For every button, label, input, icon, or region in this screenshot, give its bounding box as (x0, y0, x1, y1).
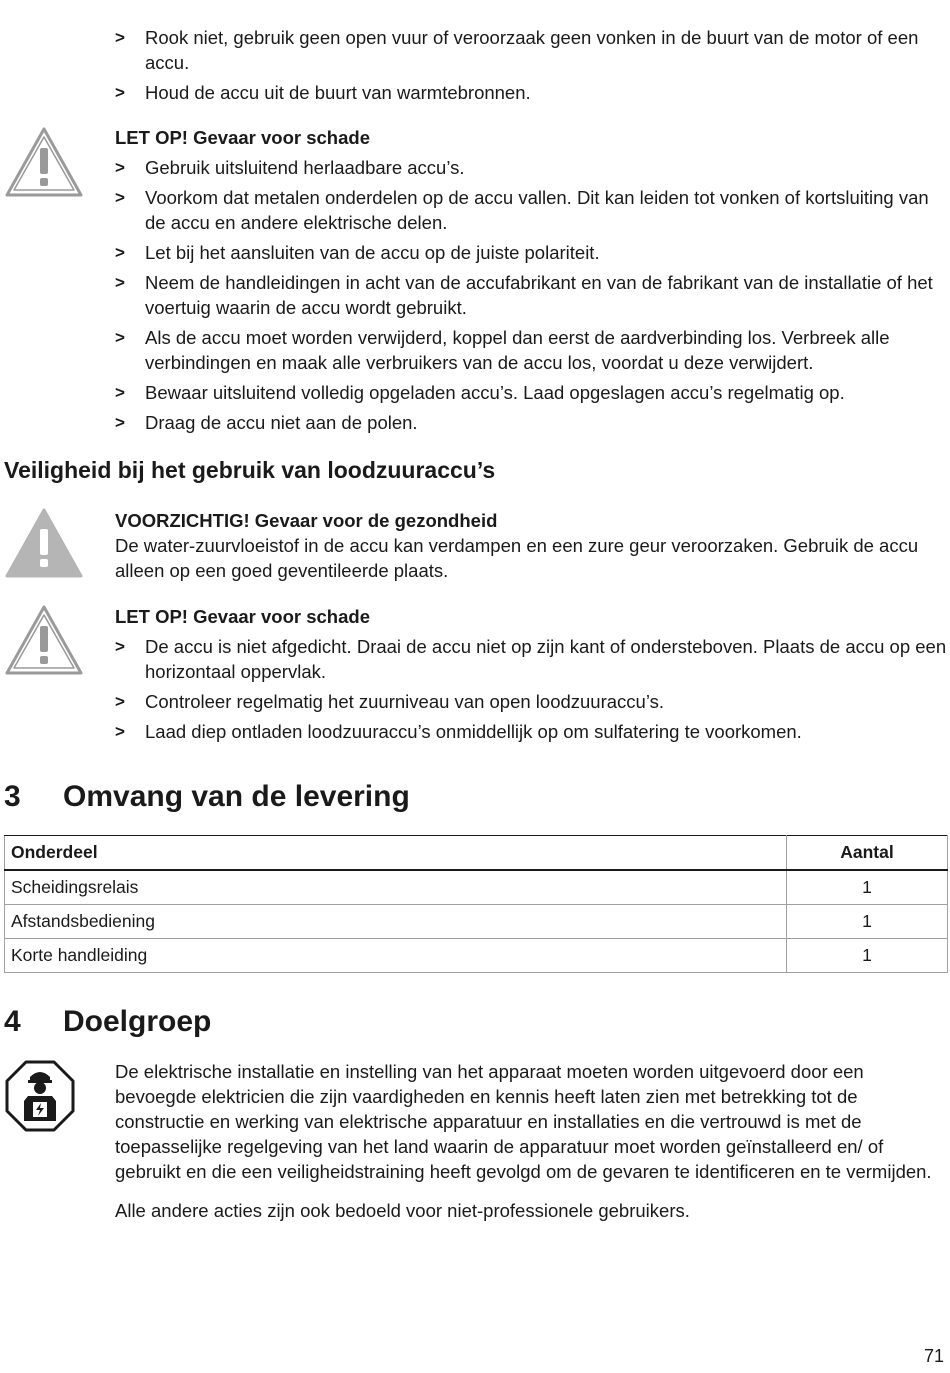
table-cell: Scheidingsrelais (5, 870, 787, 905)
table-cell: Afstandsbediening (5, 905, 787, 939)
notice-text: De water-zuurvloeistof in de accu kan verdampen en een zure geur veroorzaken. Gebruik de accu alleen op een goed geventileerde plaats. (115, 535, 919, 581)
column-header: Onderdeel (5, 836, 787, 871)
chapter-heading (4, 780, 410, 814)
chapter-number: 3 (4, 780, 21, 813)
chapter-number: 4 (4, 1005, 21, 1038)
warning-triangle-outline-icon (4, 604, 84, 681)
table-cell: Korte handleiding (5, 939, 787, 973)
intro-bullets (115, 25, 947, 110)
list-item: > Als de accu moet worden verwijderd, koppel dan eerst de aardverbinding los. Verbreek alle verbindingen en maak alle verbruikers van de accu los, voordat u deze verwijdert. (115, 325, 947, 375)
notice-caution (115, 508, 947, 583)
page-number: 71 (923, 1346, 944, 1366)
section-heading: Veiligheid bij het gebruik van loodzuuraccu’s (4, 457, 496, 483)
table-cell: 1 (787, 939, 948, 973)
chapter-heading (4, 1005, 211, 1039)
list-item: > De accu is niet afgedicht. Draai de accu niet op zijn kant of ondersteboven. Plaats de accu op een horizontaal oppervlak. (115, 634, 947, 684)
list-item: > Draag de accu niet aan de polen. (115, 410, 947, 435)
warning-triangle-filled-icon (4, 507, 84, 584)
paragraph: Alle andere acties zijn ook bedoeld voor niet-professionele gebruikers. (115, 1200, 690, 1221)
list-item: > Bewaar uitsluitend volledig opgeladen accu’s. Laad opgeslagen accu’s regelmatig op. (115, 380, 947, 405)
delivery-table (4, 835, 948, 973)
table-cell: 1 (787, 870, 948, 905)
list-item: > Neem de handleidingen in acht van de accufabrikant en van de fabrikant van de installatie of het voertuig waarin de accu wordt gebruikt. (115, 270, 947, 320)
chapter-title: Doelgroep (63, 1005, 212, 1038)
notice-title: LET OP! Gevaar voor schade (115, 606, 370, 627)
paragraph: De elektrische installatie en instelling van het apparaat moeten worden uitgevoerd door een bevoegde elektricien die zijn vaardigheden en kennis heeft laten zien met betrekking tot de constructie en werking van elektrische apparatuur en installaties en die vertrouwd is met de toepasselijke regelgeving van het land waarin de apparatuur moet worden geïnstalleerd en/ of gebruikt en die een veiligheidstraining heeft gevolgd om de gevaren te identificeren en te vermijden. (115, 1061, 932, 1182)
notice-title: VOORZICHTIG! Gevaar voor de gezondheid (115, 510, 498, 531)
notice-title: LET OP! Gevaar voor schade (115, 127, 370, 148)
table-row (5, 939, 948, 973)
column-header: Aantal (787, 836, 948, 871)
table-row (5, 905, 948, 939)
list-item: > Laad diep ontladen loodzuuraccu’s onmiddellijk op om sulfatering te voorkomen. (115, 719, 947, 744)
table-header-row (5, 836, 948, 871)
list-item: > Gebruik uitsluitend herlaadbare accu’s. (115, 155, 947, 180)
target-group-text (115, 1059, 947, 1223)
table-cell: 1 (787, 905, 948, 939)
list-item: > Houd de accu uit de buurt van warmtebronnen. (115, 80, 947, 105)
qualified-electrician-icon (4, 1059, 76, 1138)
notice-damage-2 (115, 604, 947, 749)
chapter-title: Omvang van de levering (63, 780, 410, 813)
notice-damage-1 (115, 125, 947, 440)
list-item: > Controleer regelmatig het zuurniveau van open loodzuuraccu’s. (115, 689, 947, 714)
list-item: > Voorkom dat metalen onderdelen op de accu vallen. Dit kan leiden tot vonken of kortsluiting van de accu en andere elektrische delen. (115, 185, 947, 235)
list-item: > Rook niet, gebruik geen open vuur of veroorzaak geen vonken in de buurt van de motor of een accu. (115, 25, 947, 75)
table-row (5, 870, 948, 905)
list-item: > Let bij het aansluiten van de accu op de juiste polariteit. (115, 240, 947, 265)
warning-triangle-outline-icon (4, 126, 84, 203)
